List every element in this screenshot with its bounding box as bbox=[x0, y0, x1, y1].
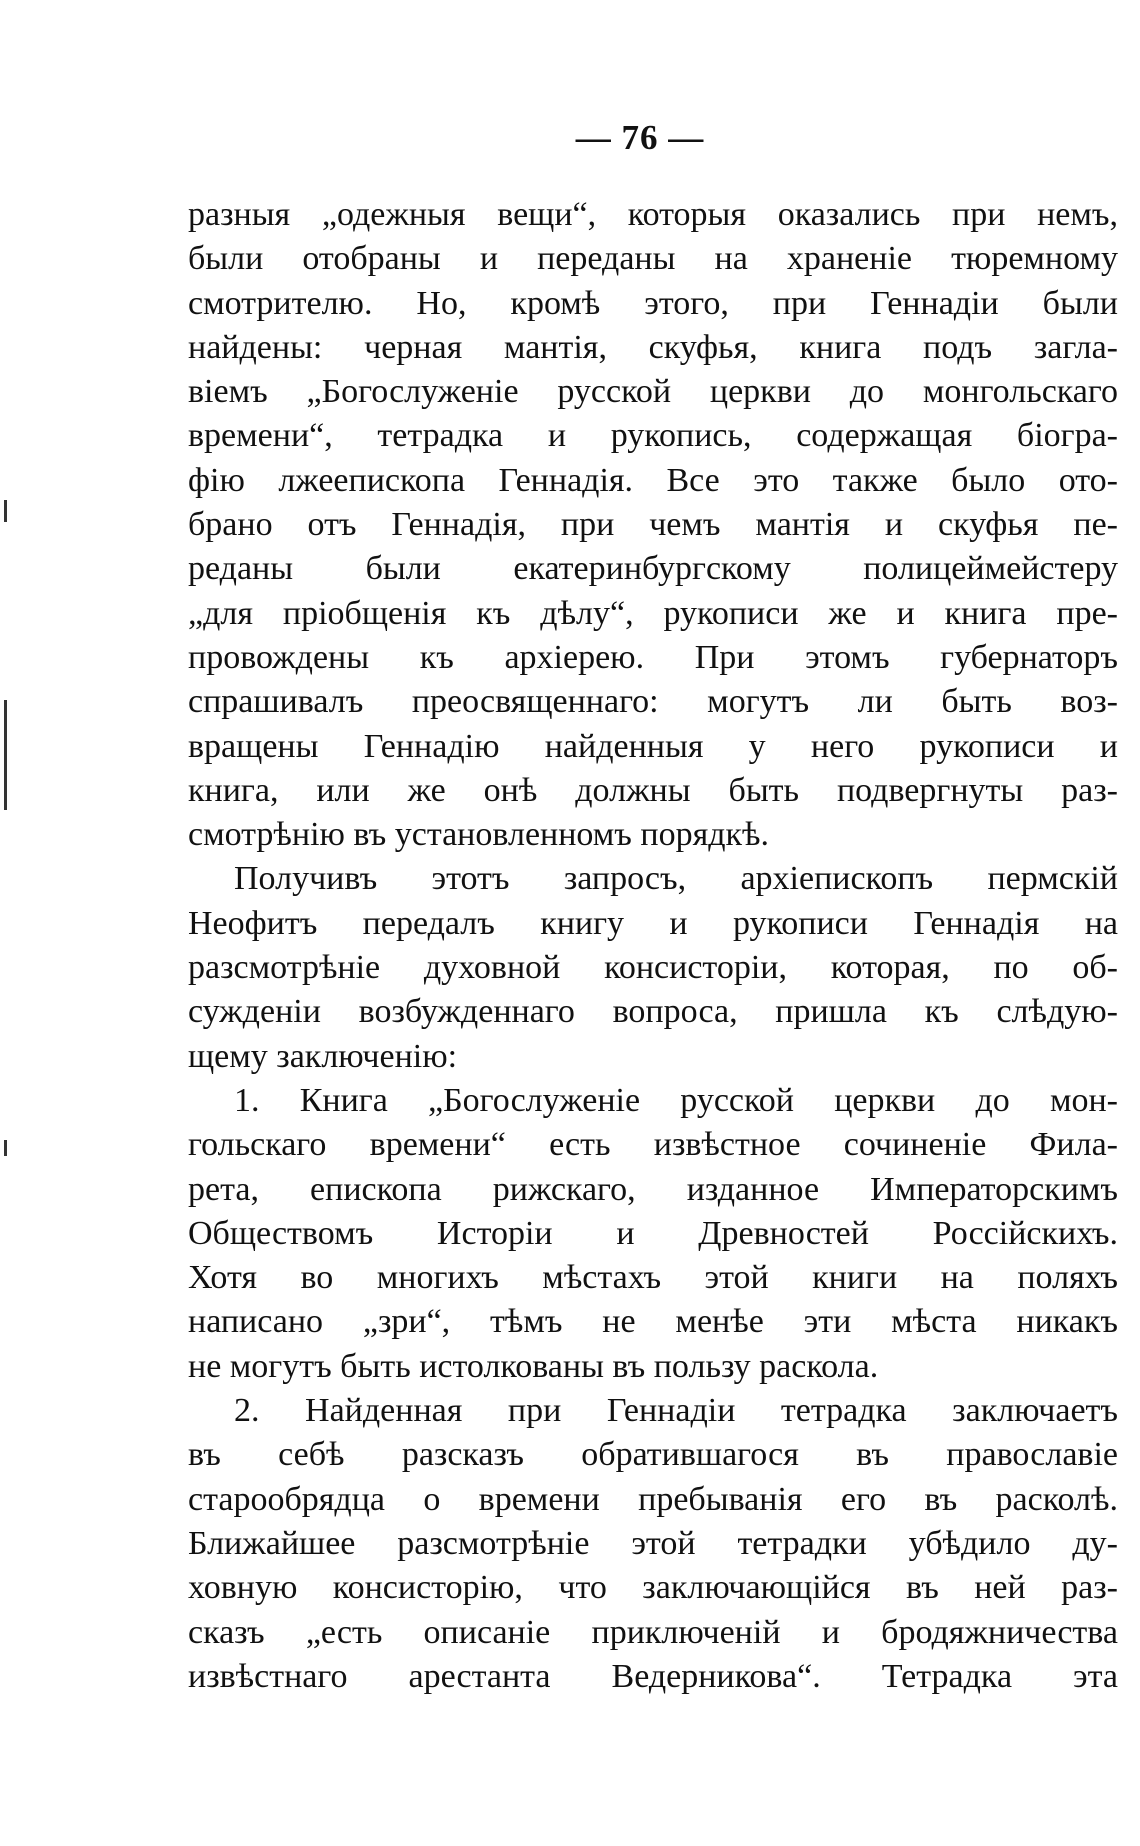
text-line: разныя „одежныя вещи“, которыя оказались при немъ, bbox=[188, 196, 1118, 233]
text-line: найдены: черная мантія, скуфья, книга подъ загла- bbox=[188, 328, 1118, 366]
text-line: рета, епископа рижскаго, изданное Императорскимъ bbox=[188, 1170, 1118, 1208]
text-line: книга, или же онѣ должны быть подвергнуты раз- bbox=[188, 771, 1118, 809]
body-text bbox=[188, 193, 1118, 1699]
text-line: вращены Геннадію найденныя у него рукописи и bbox=[188, 727, 1118, 765]
text-line: смотрителю. Но, кромѣ этого, при Геннадіи были bbox=[188, 284, 1118, 322]
text-line: Ближайшее разсмотрѣніе этой тетрадки убѣдило ду- bbox=[188, 1524, 1118, 1562]
text-line: „для пріобщенія къ дѣлу“, рукописи же и книга пре- bbox=[188, 594, 1118, 632]
text-line: Хотя во многихъ мѣстахъ этой книги на поляхъ bbox=[188, 1259, 1118, 1297]
text-line: гольскаго времени“ есть извѣстное сочиненіе Фила- bbox=[188, 1126, 1118, 1164]
text-line: щему заключенію: bbox=[188, 1037, 458, 1075]
text-line: времени“, тетрадка и рукопись, содержащая біогра- bbox=[188, 417, 1118, 455]
text-line: реданы были екатеринбургскому полицеймейстеру bbox=[188, 550, 1118, 588]
text-line: сужденіи возбужденнаго вопроса, пришла къ слѣдую- bbox=[188, 993, 1118, 1031]
text-line: разсмотрѣніе духовной консисторіи, которая, по об- bbox=[188, 949, 1118, 987]
text-line: смотрѣнію въ установленномъ порядкѣ. bbox=[188, 816, 769, 854]
text-line: 2. Найденная при Геннадіи тетрадка заключаетъ bbox=[234, 1392, 1118, 1430]
text-line: Неофитъ передалъ книгу и рукописи Геннадія на bbox=[188, 904, 1118, 942]
text-line: Получивъ этотъ запросъ, архіепископъ пермскій bbox=[234, 860, 1118, 898]
text-line: віемъ „Богослуженіе русской церкви до монгольскаго bbox=[188, 373, 1118, 411]
text-line: старообрядца о времени пребыванія его въ расколѣ. bbox=[188, 1480, 1118, 1518]
margin-artifact bbox=[4, 1140, 7, 1156]
text-line: Обществомъ Исторіи и Древностей Россійскихъ. bbox=[188, 1214, 1118, 1252]
text-line: 1. Книга „Богослуженіе русской церкви до мон- bbox=[234, 1081, 1118, 1119]
text-line: не могутъ быть истолкованы въ пользу раскола. bbox=[188, 1347, 879, 1385]
text-line: ховную консисторію, что заключающійся въ ней раз- bbox=[188, 1569, 1118, 1607]
text-line: написано „зри“, тѣмъ не менѣе эти мѣста никакъ bbox=[188, 1303, 1118, 1341]
text-line: фію лжеепископа Геннадія. Все это также было ото- bbox=[188, 461, 1118, 499]
text-line: спрашивалъ преосвященнаго: могутъ ли быть воз- bbox=[188, 683, 1118, 721]
page-number: — 76 — bbox=[575, 118, 705, 157]
text-line: брано отъ Геннадія, при чемъ мантія и скуфья пе- bbox=[188, 506, 1118, 544]
text-line: въ себѣ разсказъ обратившагося въ православіе bbox=[188, 1436, 1118, 1474]
text-line: извѣстнаго арестанта Ведерникова“. Тетрадка эта bbox=[188, 1657, 1118, 1695]
margin-artifact bbox=[4, 500, 7, 522]
text-line: сказъ „есть описаніе приключеній и бродяжничества bbox=[188, 1613, 1118, 1651]
text-line: провождены къ архіерею. При этомъ губернаторъ bbox=[188, 638, 1118, 676]
text-line: были отобраны и переданы на храненіе тюремному bbox=[188, 240, 1118, 278]
margin-artifact bbox=[4, 700, 7, 810]
